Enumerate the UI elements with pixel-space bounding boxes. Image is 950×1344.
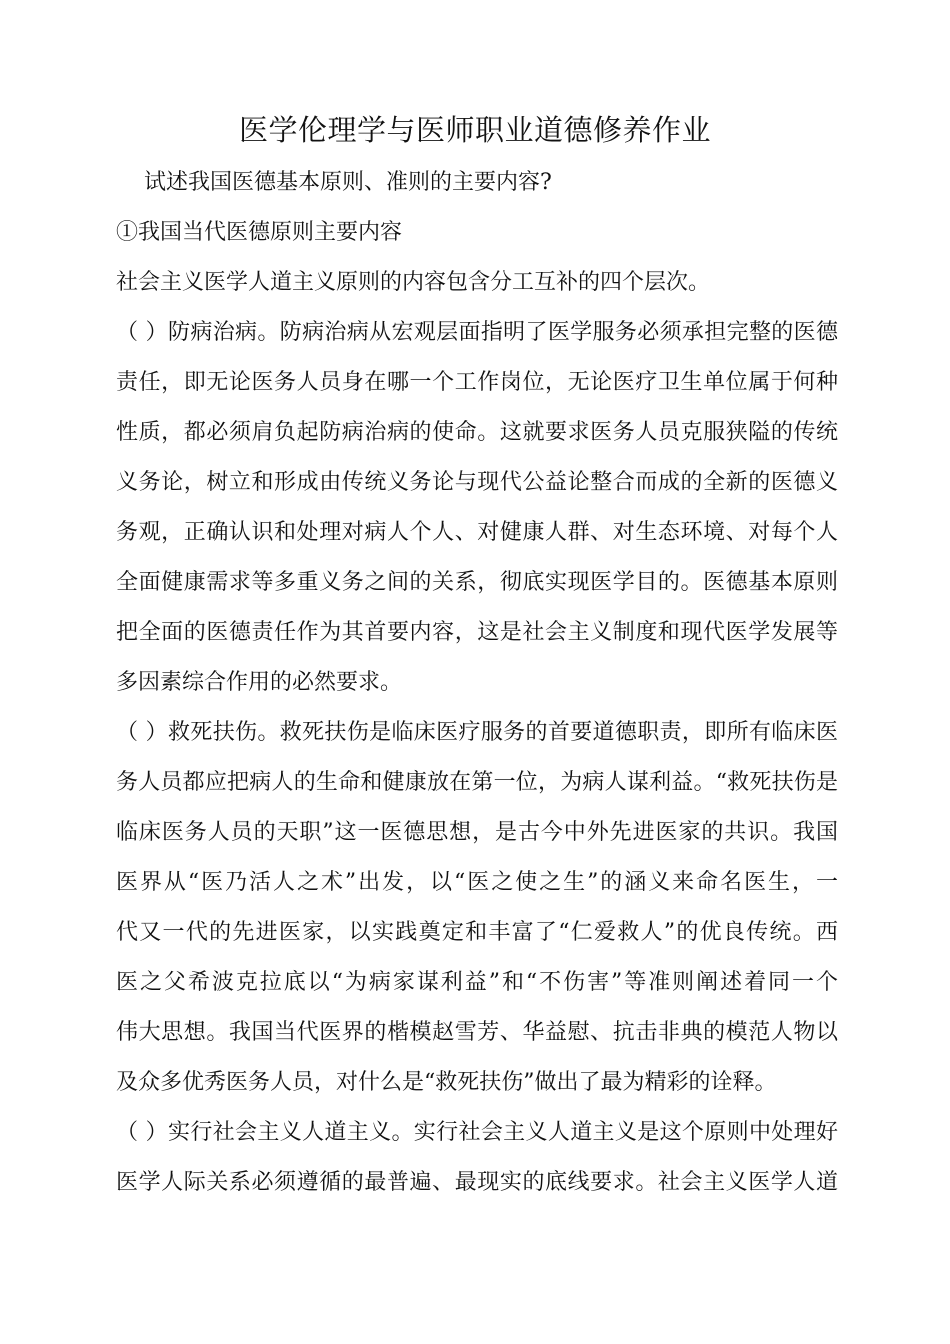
paragraph-line: 义务论，树立和形成由传统义务论与现代公益论整合而成的全新的医德义 <box>116 470 838 495</box>
document-title: 医学伦理学与医师职业道德修养作业 <box>238 113 711 147</box>
paragraph-line: 及众多优秀医务人员，对什么是“救死扶伤”做出了最为精彩的诠释。 <box>116 1070 777 1095</box>
paragraph-line: （ ）防病治病。防病治病从宏观层面指明了医学服务必须承担完整的医德 <box>116 320 838 345</box>
paragraph-line: 务观，正确认识和处理对病人个人、对健康人群、对生态环境、对每个人 <box>116 520 838 545</box>
paragraph-line: 责任，即无论医务人员身在哪一个工作岗位，无论医疗卫生单位属于何种 <box>116 370 838 395</box>
paragraph-line: 务人员都应把病人的生命和健康放在第一位，为病人谋利益。“救死扶伤是 <box>116 770 838 795</box>
paragraph-line: 全面健康需求等多重义务之间的关系，彻底实现医学目的。医德基本原则 <box>116 570 838 595</box>
paragraph-line: 医学人际关系必须遵循的最普遍、最现实的底线要求。社会主义医学人道 <box>116 1170 838 1195</box>
paragraph-line: 伟大思想。我国当代医界的楷模赵雪芳、华益慰、抗击非典的模范人物以 <box>116 1020 838 1045</box>
paragraph-line: 社会主义医学人道主义原则的内容包含分工互补的四个层次。 <box>116 270 711 295</box>
paragraph-line: 医界从“医乃活人之术”出发，以“医之使之生”的涵义来命名医生，一 <box>116 870 838 895</box>
paragraph-line: 试述我国医德基本原则、准则的主要内容? <box>144 170 552 195</box>
paragraph-line: 把全面的医德责任作为其首要内容，这是社会主义制度和现代医学发展等 <box>116 620 838 645</box>
paragraph-line: 性质，都必须肩负起防病治病的使命。这就要求医务人员克服狭隘的传统 <box>116 420 838 445</box>
paragraph-line: ①我国当代医德原则主要内容 <box>116 220 403 245</box>
paragraph-line: 临床医务人员的天职”这一医德思想，是古今中外先进医家的共识。我国 <box>116 820 838 845</box>
document-body <box>116 158 838 1208</box>
paragraph-line: （ ）实行社会主义人道主义。实行社会主义人道主义是这个原则中处理好 <box>116 1120 838 1145</box>
paragraph-line: 代又一代的先进医家，以实践奠定和丰富了“仁爱救人”的优良传统。西 <box>116 920 838 945</box>
paragraph-line: （ ）救死扶伤。救死扶伤是临床医疗服务的首要道德职责，即所有临床医 <box>116 720 838 745</box>
paragraph-line: 医之父希波克拉底以“为病家谋利益”和“不伤害”等准则阐述着同一个 <box>116 970 838 995</box>
paragraph-line: 多因素综合作用的必然要求。 <box>116 670 403 695</box>
